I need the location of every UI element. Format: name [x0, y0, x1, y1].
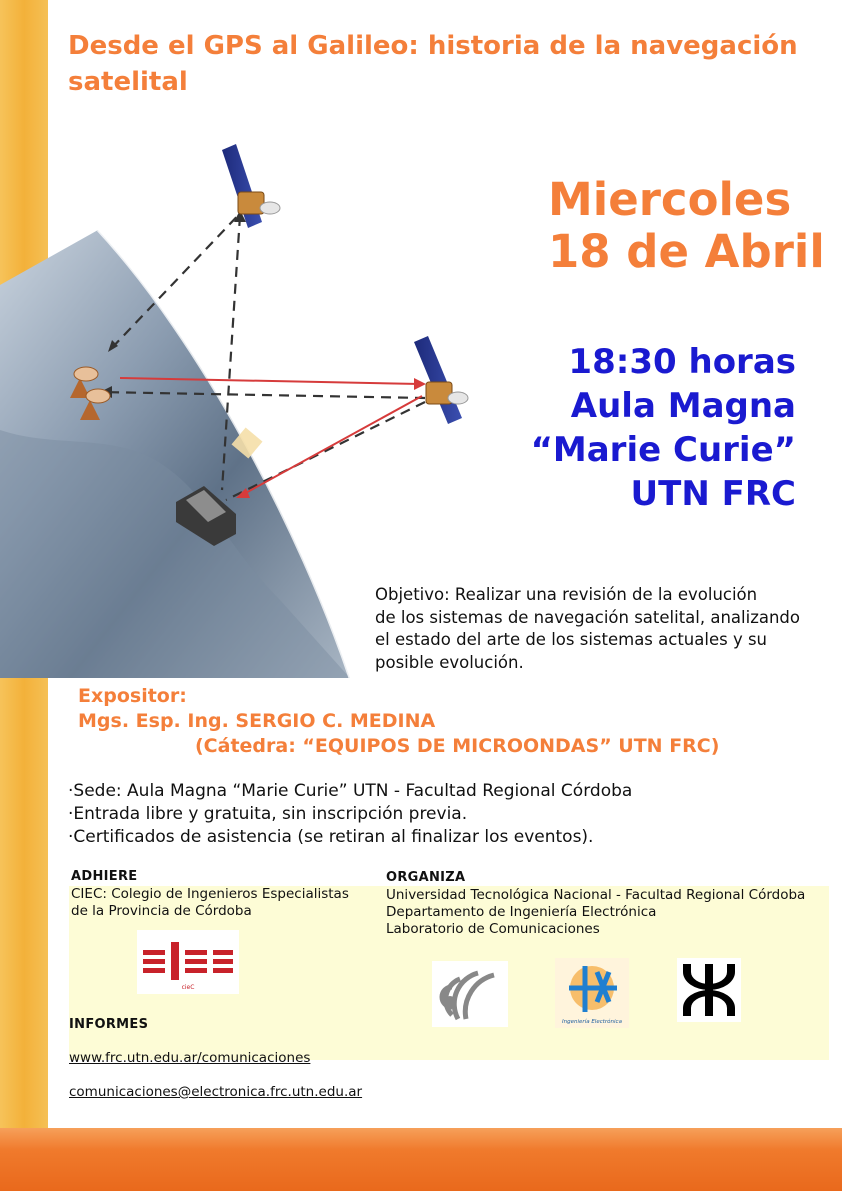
utn-logo — [677, 958, 741, 1022]
event-day-month: 18 de Abril — [548, 225, 825, 278]
email-link[interactable]: comunicaciones@electronica.frc.utn.edu.ar — [69, 1084, 363, 1100]
list-item: · Sede: Aula Magna “Marie Curie” UTN - Facultad Regional Córdoba — [68, 780, 808, 803]
event-time: 18:30 horas — [568, 342, 796, 382]
ingenieria-electronica-logo — [555, 958, 629, 1028]
objective-line: Objetivo: Realizar una revisión de la evolución — [375, 585, 758, 604]
venue-name-quote: “Marie Curie” — [530, 430, 796, 470]
event-day: Miercoles — [548, 173, 792, 226]
venue-name: Aula Magna — [570, 386, 796, 426]
comunicaciones-logo — [432, 961, 508, 1027]
organiza-line: Departamento de Ingeniería Electrónica — [386, 904, 657, 920]
event-date — [548, 174, 838, 278]
objective-line: de los sistemas de navegación satelital, analizando — [375, 607, 801, 627]
organiza-text — [386, 887, 805, 938]
objective-line: el estado del arte de los sistemas actuales y su — [375, 630, 768, 649]
event-details-list — [68, 780, 808, 849]
objective-text — [375, 584, 837, 674]
informes-heading: INFORMES — [69, 1017, 149, 1032]
poster-title: Desde el GPS al Galileo: historia de la navegación satelital — [68, 31, 798, 97]
organiza-line: Laboratorio de Comunicaciones — [386, 921, 600, 937]
ciec-logo — [137, 930, 239, 994]
list-item: · Certificados de asistencia (se retiran al finalizar los eventos). — [68, 826, 808, 849]
organiza-line: Universidad Tecnológica Nacional - Facultad Regional Córdoba — [386, 887, 806, 903]
objective-line: posible evolución. — [375, 652, 524, 672]
website-link[interactable]: www.frc.utn.edu.ar/comunicaciones — [69, 1050, 311, 1066]
ciec-logo-text: cieC — [181, 984, 195, 991]
speaker-label: Expositor: — [78, 685, 187, 707]
organiza-heading: ORGANIZA — [386, 870, 466, 885]
ingenieria-electronica-logo-text: Ingeniería Electrónica — [562, 1019, 622, 1025]
event-time-venue — [460, 340, 796, 516]
satellite-icon — [222, 144, 280, 228]
speaker-name: Mgs. Esp. Ing. SERGIO C. MEDINA — [78, 710, 436, 732]
venue-institution: UTN FRC — [630, 474, 796, 514]
list-item: · Entrada libre y gratuita, sin inscripción previa. — [68, 803, 808, 826]
speaker-block — [78, 684, 818, 759]
bottom-band-decoration — [0, 1128, 842, 1191]
adhiere-line: de la Provincia de Córdoba — [71, 903, 252, 919]
adhiere-text — [71, 886, 349, 920]
adhiere-line: CIEC: Colegio de Ingenieros Especialistas — [71, 886, 349, 902]
speaker-chair: (Cátedra: “EQUIPOS DE MICROONDAS” UTN FRC) — [195, 735, 720, 757]
adhiere-heading: ADHIERE — [71, 869, 138, 884]
